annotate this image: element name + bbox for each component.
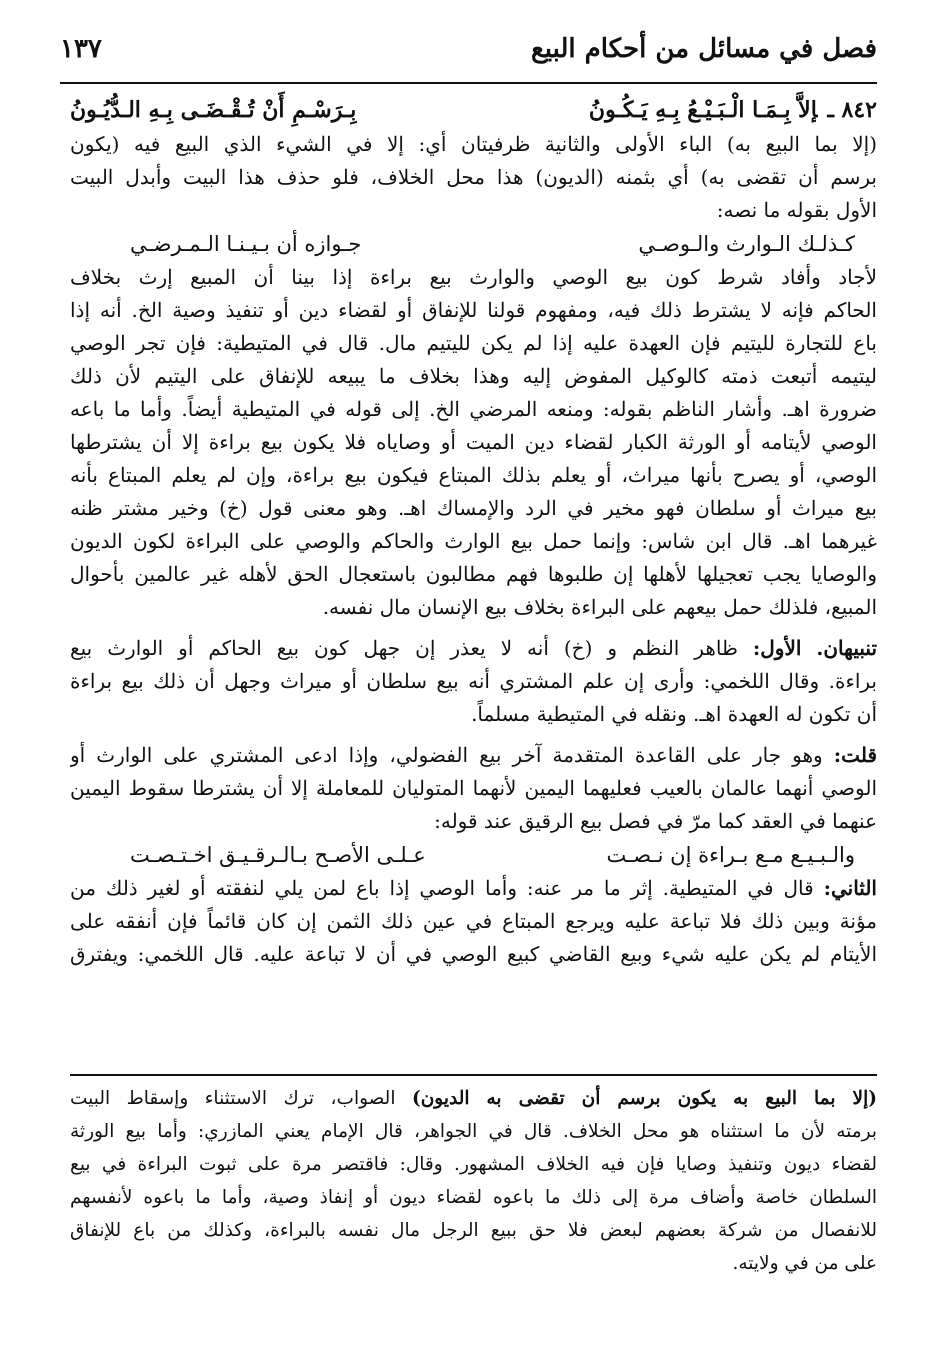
text-line: ليتيمه أتبعت ذمته كالوكيل المفوض إليه وهذا بخلاف ما يبيعه للإنفاق على اليتيم لأن ذلك [70,364,877,388]
text-line: تنبيهان. الأول: ظاهر النظم و (خ) أنه لا يعذر إن جهل كون بيع الحاكم أو الوارث بيع [70,636,877,660]
verse-riqq-second-hemistich: عـلـى الأصـح بـالـرقـيـق اخـتـصـت [130,843,426,867]
text-line: لأجاد وأفاد شرط كون بيع الوصي والوارث بيع براءة إذا بينا أن المبيع إرث بخلاف [70,265,877,289]
notice-first-label: الأول: [752,636,802,660]
text-line: غيرهما اهـ. قال ابن شاس: وإنما حمل بيع الوارث والحاكم والوصي على البراءة لكون الديون [70,529,877,553]
qult-label: قلت: [833,743,877,767]
verse-substitute-second-hemistich: جـوازه أن بـيـنـا الـمـرضـي [130,232,362,256]
verse-842-second-hemistich: بِـرَسْـمِ أَنْ تُـقْـضَـى بِـهِ الـدُّيُـونُ [70,97,357,123]
verse-riqq-first-hemistich: والـبـيـع مـع بـراءة إن نـصـت [606,843,855,867]
second-notice [70,872,877,971]
verse-842-first-hemistich: ٨٤٢ ـإلاَّ بِـمَـا الْـبَـيْـعُ بِـهِ يَـكُـونُ [588,97,877,123]
verse-substitute [70,227,877,261]
text-line: السلطان خاصة وأضاف مرة إلى ذلك ما باعوه لقضاء ديون أو إنفاذ وصية، وأما ما باعوه لأنفسهم [70,1187,877,1208]
text-line: والوصايا يجب تعجيلها لأهلها إن طلبوها فهم مطالبون باستعجال الحق لأهله غير عالمين بأحوال [70,562,877,586]
text-line: للانفصال من شركة بعضهم لبعض فلا حق ببيع الرجل مال نفسه بالبراءة، وكذلك من باع للإنفاق [70,1220,877,1241]
text-line: على من في ولايته. [732,1253,877,1274]
text-line: (إلا بما البيع به يكون برسم أن تقضى به الديون) الصواب، ترك الاستثناء وإسقاط البيت [70,1088,877,1109]
text-line: لقضاء ديون وتنفيذ وصايا فإن فيه الخلاف المشهور. وقال: فاقتصر مرة على ثبوت البراءة في بيع [70,1154,877,1175]
text-line: الأول بقوله ما نصه: [716,198,877,222]
commentary-2 [70,261,877,624]
verse-842 [70,92,877,128]
page-number: ١٣٧ [60,34,102,64]
verse-substitute-first-hemistich: كـذلـك الـوارث والـوصـي [638,232,855,256]
text-line: عنهما في العقد كما مرّ في فصل بيع الرقيق عند قوله: [434,809,877,833]
text-line: الوصي، أو يصرح بأنها ميراث، أو يعلم بذلك المبتاع فيكون بيع براءة، وإن لم يعلم المبتاع بأنه [70,463,877,487]
verse-number: ٨٤٢ ـ [827,97,877,123]
text-line: الثاني: قال في المتيطية. إثر ما مر عنه: وأما الوصي إذا باع لمن يلي لنفقته أو لغير ذلك من [70,876,877,900]
qult-paragraph [70,739,877,838]
footnotes [70,1082,877,1280]
page-header [60,30,877,74]
text-line: مؤنة وبين ذلك فلا تباعة عليه ويرجع المبتاع في عين ذلك الثمن إن كان قائماً فإن أنفقه على [70,909,877,933]
text-line: أن تكون له العهدة اهـ. ونقله في المتيطية مسلماً. [471,702,877,726]
footnote-rule [70,1074,877,1076]
header-rule [60,82,877,84]
text-line: الوصي لأيتامه أو الورثة الكبار لقضاء دين الميت أو وصاياه فلا يكون بيع براءة إلا أن يشترطها [70,430,877,454]
text-line: بيع ميراث أو سلطان فهو مخير في الرد والإمساك اهـ. وهو معنى قول (خ) وخير مشتر ظنه [70,496,877,520]
second-label: الثاني: [823,876,877,900]
text-line: الحاكم فإنه لا يشترط ذلك فيه، ومفهوم قولنا للإنفاق أو لقضاء دين أو تنفيذ وصية الخ. أنه إذا [70,298,877,322]
text-line: الوصي أنهما عالمان بالعيب فعليهما اليمين لأنهما المتوليان للمعاملة إلا أن يشترطا سقوط اليمين [70,776,877,800]
notice-title: تنبيهان. [816,636,877,660]
text-line: براءة. وقال اللخمي: وأرى إن علم المشتري أنه بيع سلطان أو ميراث وجهل أن ذلك بيع براءة [70,669,877,693]
footnote-lead: (إلا بما البيع به يكون برسم أن تقضى به الديون) [411,1088,877,1109]
main-text [70,92,877,971]
running-title: فصل في مسائل من أحكام البيع [530,34,877,64]
notice-first [70,632,877,731]
text-line: قلت: وهو جار على القاعدة المتقدمة آخر بيع الفضولي، وإذا ادعى المشتري على الوارث أو [70,743,877,767]
text-line: (إلا بما البيع به) الباء الأولى والثانية ظرفيتان أي: إلا في الشيء الذي البيع فيه (يكون [70,132,877,156]
text-line: المبيع، فلذلك حمل بيعهم على البراءة بخلاف بيع الإنسان مال نفسه. [322,595,877,619]
text-line: برسم أن تقضى به) أي بثمنه (الديون) هذا محل الخلاف، فلو حذف هذا البيت وأبدل البيت [70,165,877,189]
text-line: باع للتجارة لليتيم فإن العهدة عليه إذا لم يكن لليتيم مال. قال في المتيطية: فإن تجر الوصي [70,331,877,355]
text-line: ضرورة اهـ. وأشار الناظم بقوله: ومنعه المرضي الخ. إلى قوله في المتيطية أيضاً. وأما ما باعه [70,397,877,421]
text-line: برمته لأن ما استثناه هو محل الخلاف. قال في الجواهر، قال الإمام يعني المازري: وأما بيع الورثة [70,1121,877,1142]
verse-riqq [70,838,877,872]
text-line: الأيتام لم يكن عليه شيء وبيع القاضي كبيع الوصي في أن لا تباعة عليه. قال اللخمي: ويفترق [70,942,877,966]
commentary-1 [70,128,877,227]
